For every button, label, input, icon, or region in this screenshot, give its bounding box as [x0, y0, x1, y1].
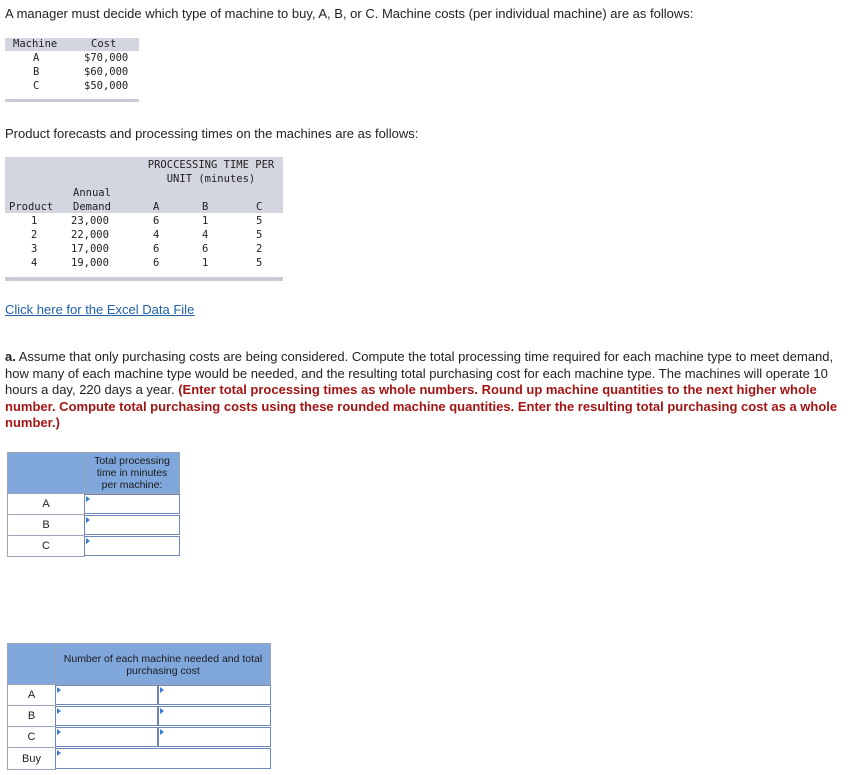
time-a: 6 [153, 215, 160, 227]
grid1-row-label: B [7, 514, 85, 536]
machine-label: C [33, 80, 40, 92]
time-c: 5 [256, 257, 263, 269]
part-a-text: Assume that only purchasing costs are being considered. Compute the total processing time required for each machine type to meet demand, how many of each machine type would be needed, and the resulting total purchasing cost for each machine type. The machines will operate 10 hours a day, 220 days a year. [5, 349, 834, 397]
machine-cost-table [5, 38, 139, 102]
col-header-cost: Cost [91, 38, 117, 50]
processing-time-input-c[interactable] [84, 536, 180, 556]
col-header-machine-b: B [202, 201, 209, 213]
grid2-header: Number of each machine needed and total purchasing cost [55, 643, 271, 685]
grid1-header: Total processing time in minutes per machine: [84, 452, 180, 494]
machine-cost: $60,000 [84, 66, 129, 78]
annual-demand: 19,000 [71, 257, 109, 269]
grid1-row-label: C [7, 535, 85, 557]
processing-time-header: PROCCESSING TIME PER [147, 159, 275, 171]
buy-selection-input[interactable] [55, 748, 271, 769]
time-a: 4 [153, 229, 160, 241]
machine-label: A [33, 52, 40, 64]
machine-count-input-a[interactable] [55, 685, 158, 705]
time-b: 1 [202, 257, 209, 269]
machine-label: B [33, 66, 40, 78]
excel-data-link[interactable]: Click here for the Excel Data File [5, 302, 195, 317]
annual-demand: 22,000 [71, 229, 109, 241]
col-header-product: Product [9, 201, 54, 213]
machine-count-input-c[interactable] [55, 727, 158, 747]
grid2-corner-cell [7, 643, 56, 685]
product-id: 3 [31, 243, 38, 255]
product-id: 1 [31, 215, 38, 227]
purchase-cost-input-a[interactable] [158, 685, 271, 705]
time-b: 6 [202, 243, 209, 255]
annual-header: Annual [73, 187, 111, 199]
machine-count-input-b[interactable] [55, 706, 158, 726]
time-c: 5 [256, 215, 263, 227]
time-a: 6 [153, 257, 160, 269]
grid2-row-label: Buy [7, 747, 56, 770]
processing-time-header-unit: UNIT (minutes) [166, 173, 256, 185]
time-b: 1 [202, 215, 209, 227]
purchase-cost-input-c[interactable] [158, 727, 271, 747]
question-part-a [5, 349, 843, 432]
purchase-cost-input-b[interactable] [158, 706, 271, 726]
grid1-row-label: A [7, 493, 85, 515]
col-header-machine-a: A [153, 201, 160, 213]
annual-demand: 23,000 [71, 215, 109, 227]
part-a-instructions: (Enter total processing times as whole numbers. Round up machine quantities to the next higher whole number. Compute total purchasing costs using these rounded machine quantities. Enter the resulting total purchasing cost as a whole number.) [5, 382, 838, 430]
grid1-corner-cell [7, 452, 85, 494]
time-c: 5 [256, 229, 263, 241]
time-b: 4 [202, 229, 209, 241]
processing-time-grid [7, 452, 180, 557]
grid2-row-label: C [7, 726, 56, 748]
intro-text: A manager must decide which type of machine to buy, A, B, or C. Machine costs (per individual machine) are as follows: [5, 6, 694, 21]
machine-cost: $50,000 [84, 80, 129, 92]
processing-time-input-b[interactable] [84, 515, 180, 535]
col-header-machine-c: C [256, 201, 263, 213]
col-header-demand: Demand [73, 201, 111, 213]
time-c: 2 [256, 243, 263, 255]
processing-time-input-a[interactable] [84, 494, 180, 514]
product-table [5, 157, 283, 281]
forecast-intro: Product forecasts and processing times on the machines are as follows: [5, 126, 419, 141]
grid2-row-label: B [7, 705, 56, 727]
annual-demand: 17,000 [71, 243, 109, 255]
col-header-machine: Machine [13, 38, 58, 50]
product-id: 4 [31, 257, 38, 269]
grid2-row-label: A [7, 684, 56, 706]
machines-cost-grid [7, 643, 271, 770]
machine-cost: $70,000 [84, 52, 129, 64]
product-id: 2 [31, 229, 38, 241]
time-a: 6 [153, 243, 160, 255]
part-label: a. [5, 349, 16, 364]
